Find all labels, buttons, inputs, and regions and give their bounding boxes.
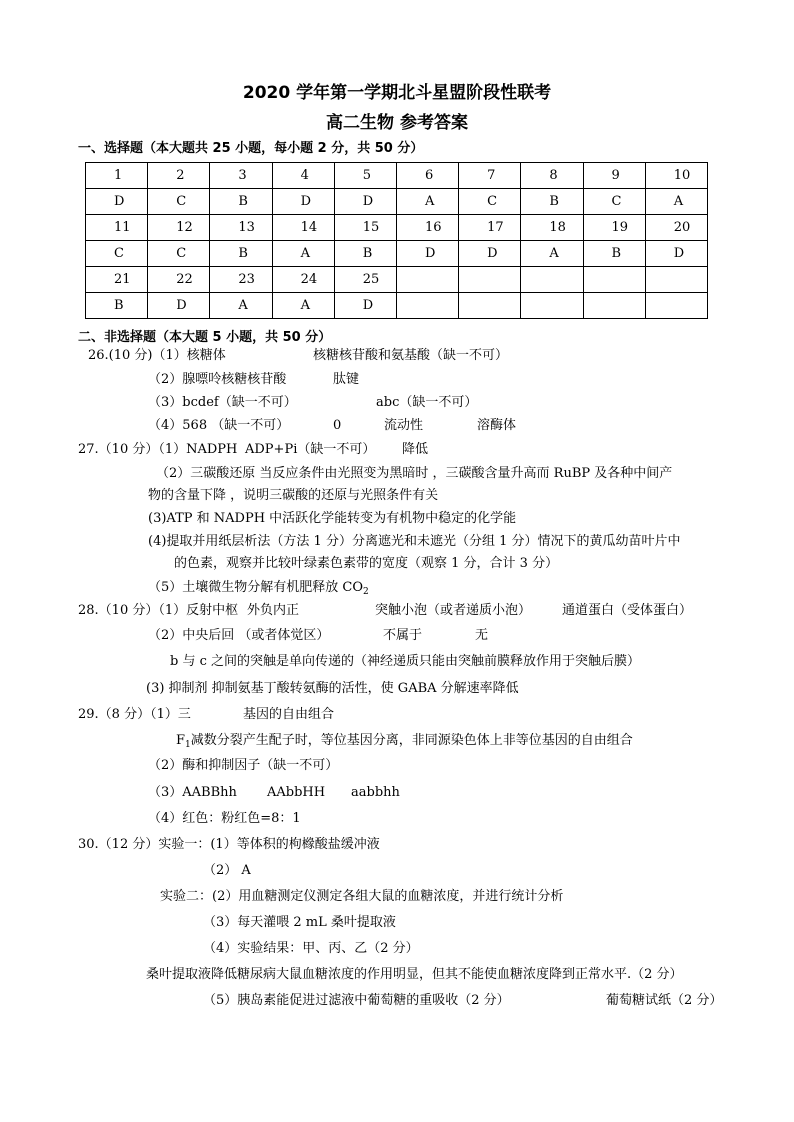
table-cell: 16: [396, 215, 458, 241]
table-cell: A: [210, 293, 272, 319]
table-cell: C: [148, 241, 210, 267]
answer-table: [85, 162, 708, 319]
table-cell: A: [272, 293, 334, 319]
page-subtitle: 高二生物 参考答案: [326, 113, 468, 133]
q30-line7-a: （5）胰岛素能促进过滤液中葡萄糖的重吸收（2 分）: [203, 993, 510, 1008]
q26-line1-a: 26.(10 分)（1）核糖体: [88, 348, 226, 363]
q26-line2-b: 肽键: [333, 372, 360, 387]
table-cell: [459, 293, 521, 319]
q29-line1-b: 基因的自由组合: [243, 707, 335, 722]
q27-line2-cont: 物的含量下降 ，说明三碳酸的还原与光照条件有关: [148, 488, 439, 503]
table-cell: D: [645, 241, 707, 267]
table-cell: [396, 293, 458, 319]
table-cell: 9: [583, 163, 645, 189]
table-cell: [583, 267, 645, 293]
q28-line1-d: 通道蛋白（受体蛋白）: [562, 603, 693, 618]
table-cell: 25: [334, 267, 396, 293]
table-cell: 22: [148, 267, 210, 293]
table-cell: 14: [272, 215, 334, 241]
q27-line1-b: ADP+Pi（缺一不可）: [245, 442, 376, 457]
table-cell: [645, 293, 707, 319]
table-cell: D: [334, 189, 396, 215]
q28-line1-a: 28.（10 分）（1）反射中枢: [78, 603, 239, 618]
q28-line2-a: （2）中央后回 （或者体觉区）: [148, 628, 330, 643]
q27-line2: （2）三碳酸还原 当反应条件由光照变为黑暗时 ，三碳酸含量升高而 RuBP 及各种中间产: [156, 466, 673, 481]
table-cell: 19: [583, 215, 645, 241]
q29-line4-b: AAbbHH: [267, 785, 326, 800]
q27-line1-c: 降低: [402, 442, 429, 457]
q28-line4: (3) 抑制剂 抑制氨基丁酸转氨酶的活性，使 GABA 分解速率降低: [146, 681, 519, 696]
q29-line3: （2）酶和抑制因子（缺一不可）: [148, 758, 339, 773]
table-cell: A: [645, 189, 707, 215]
table-cell: B: [334, 241, 396, 267]
table-row: [86, 267, 708, 293]
table-cell: 17: [459, 215, 521, 241]
table-cell: C: [148, 189, 210, 215]
table-cell: 5: [334, 163, 396, 189]
table-row: [86, 215, 708, 241]
table-cell: B: [521, 189, 583, 215]
table-cell: A: [396, 189, 458, 215]
table-cell: 3: [210, 163, 272, 189]
table-cell: B: [86, 293, 148, 319]
table-cell: D: [459, 241, 521, 267]
q27-line5-text: （5）土壤微生物分解有机肥释放 CO: [148, 580, 364, 595]
q30-line2: （2） A: [203, 863, 251, 878]
table-cell: B: [210, 189, 272, 215]
q30-line5: （4）实验结果：甲、丙、乙（2 分）: [203, 941, 419, 956]
q28-line2-b: 不属于: [383, 628, 423, 643]
table-cell: [521, 293, 583, 319]
table-cell: 21: [86, 267, 148, 293]
table-cell: B: [583, 241, 645, 267]
q27-line4-cont: 的色素，观察并比较叶绿素色素带的宽度（观察 1 分，合计 3 分）: [174, 556, 559, 571]
q26-line3-a: （3）bcdef（缺一不可）: [148, 395, 297, 410]
table-cell: 13: [210, 215, 272, 241]
table-cell: A: [272, 241, 334, 267]
table-cell: C: [583, 189, 645, 215]
table-cell: [645, 267, 707, 293]
q27-line3: (3)ATP 和 NADPH 中活跃化学能转变为有机物中稳定的化学能: [148, 511, 517, 526]
section1-heading: 一、选择题（本大题共 25 小题，每小题 2 分，共 50 分）: [78, 141, 424, 156]
table-cell: 20: [645, 215, 707, 241]
q29-line4-a: （3）AABBhh: [148, 785, 237, 800]
table-cell: [521, 267, 583, 293]
table-cell: 15: [334, 215, 396, 241]
table-row: [86, 163, 708, 189]
table-cell: 10: [645, 163, 707, 189]
q28-line1-c: 突触小泡（或者递质小泡）: [375, 603, 532, 618]
table-cell: 8: [521, 163, 583, 189]
q26-line4-c: 流动性: [384, 418, 424, 433]
q28-line3: b 与 c 之间的突触是单向传递的（神经递质只能由突触前膜释放作用于突触后膜）: [170, 654, 640, 669]
q29-line2-text: 减数分裂产生配子时，等位基因分离，非同源染色体上非等位基因的自由组合: [190, 733, 633, 748]
table-cell: D: [272, 189, 334, 215]
q30-line7-b: 葡萄糖试纸（2 分）: [606, 993, 723, 1008]
table-row: [86, 189, 708, 215]
table-cell: A: [521, 241, 583, 267]
q26-line4-b: 0: [333, 418, 342, 433]
table-cell: [583, 293, 645, 319]
table-cell: D: [86, 189, 148, 215]
q27-line1-a: 27.（10 分）（1）NADPH: [78, 442, 238, 457]
table-cell: 6: [396, 163, 458, 189]
q29-line5: （4）红色：粉红色=8：1: [148, 811, 301, 826]
table-cell: 24: [272, 267, 334, 293]
table-cell: 7: [459, 163, 521, 189]
q27-line5: [148, 580, 369, 597]
table-cell: [459, 267, 521, 293]
table-row: [86, 293, 708, 319]
q30-line6: 桑叶提取液降低糖尿病大鼠血糖浓度的作用明显，但其不能使血糖浓度降到正常水平.（2 分）: [146, 967, 683, 982]
q28-line1-b: 外负内正: [247, 603, 300, 618]
table-cell: 1: [86, 163, 148, 189]
q30-line4: （3）每天灌喂 2 mL 桑叶提取液: [203, 915, 396, 930]
f1-label: F: [176, 733, 186, 748]
q26-line4-d: 溶酶体: [477, 418, 517, 433]
q28-line2-c: 无: [475, 628, 489, 643]
q26-line2-a: （2）腺嘌呤核糖核苷酸: [148, 372, 287, 387]
f1-subscript: 1: [185, 740, 191, 750]
table-cell: D: [334, 293, 396, 319]
table-cell: C: [86, 241, 148, 267]
page-title: 2020 学年第一学期北斗星盟阶段性联考: [242, 83, 552, 103]
co2-subscript: 2: [363, 587, 369, 597]
section2-heading: 二、非选择题（本大题 5 小题，共 50 分）: [78, 330, 332, 345]
q26-line3-b: abc（缺一不可）: [376, 395, 478, 410]
q29-line1-a: 29.（8 分）（1）三: [78, 707, 191, 722]
q30-line1: 30.（12 分）实验一：(1）等体积的枸橼酸盐缓冲液: [78, 837, 380, 852]
q29-line4-c: aabbhh: [351, 785, 400, 800]
table-cell: 18: [521, 215, 583, 241]
table-cell: D: [148, 293, 210, 319]
q26-line1-b: 核糖核苷酸和氨基酸（缺一不可）: [313, 348, 509, 363]
q30-line3: 实验二：(2）用血糖测定仪测定各组大鼠的血糖浓度，并进行统计分析: [160, 889, 564, 904]
table-cell: B: [210, 241, 272, 267]
q26-line4-a: （4）568 （缺一不可）: [148, 418, 290, 433]
table-cell: C: [459, 189, 521, 215]
table-cell: 12: [148, 215, 210, 241]
table-cell: 2: [148, 163, 210, 189]
table-cell: D: [396, 241, 458, 267]
table-cell: 11: [86, 215, 148, 241]
q27-line4: (4)提取并用纸层析法（方法 1 分）分离遮光和未遮光（分组 1 分）情况下的黄瓜幼苗叶片中: [148, 534, 681, 549]
table-cell: [396, 267, 458, 293]
table-row: [86, 241, 708, 267]
q29-line2: [176, 733, 633, 750]
table-cell: 23: [210, 267, 272, 293]
table-cell: 4: [272, 163, 334, 189]
